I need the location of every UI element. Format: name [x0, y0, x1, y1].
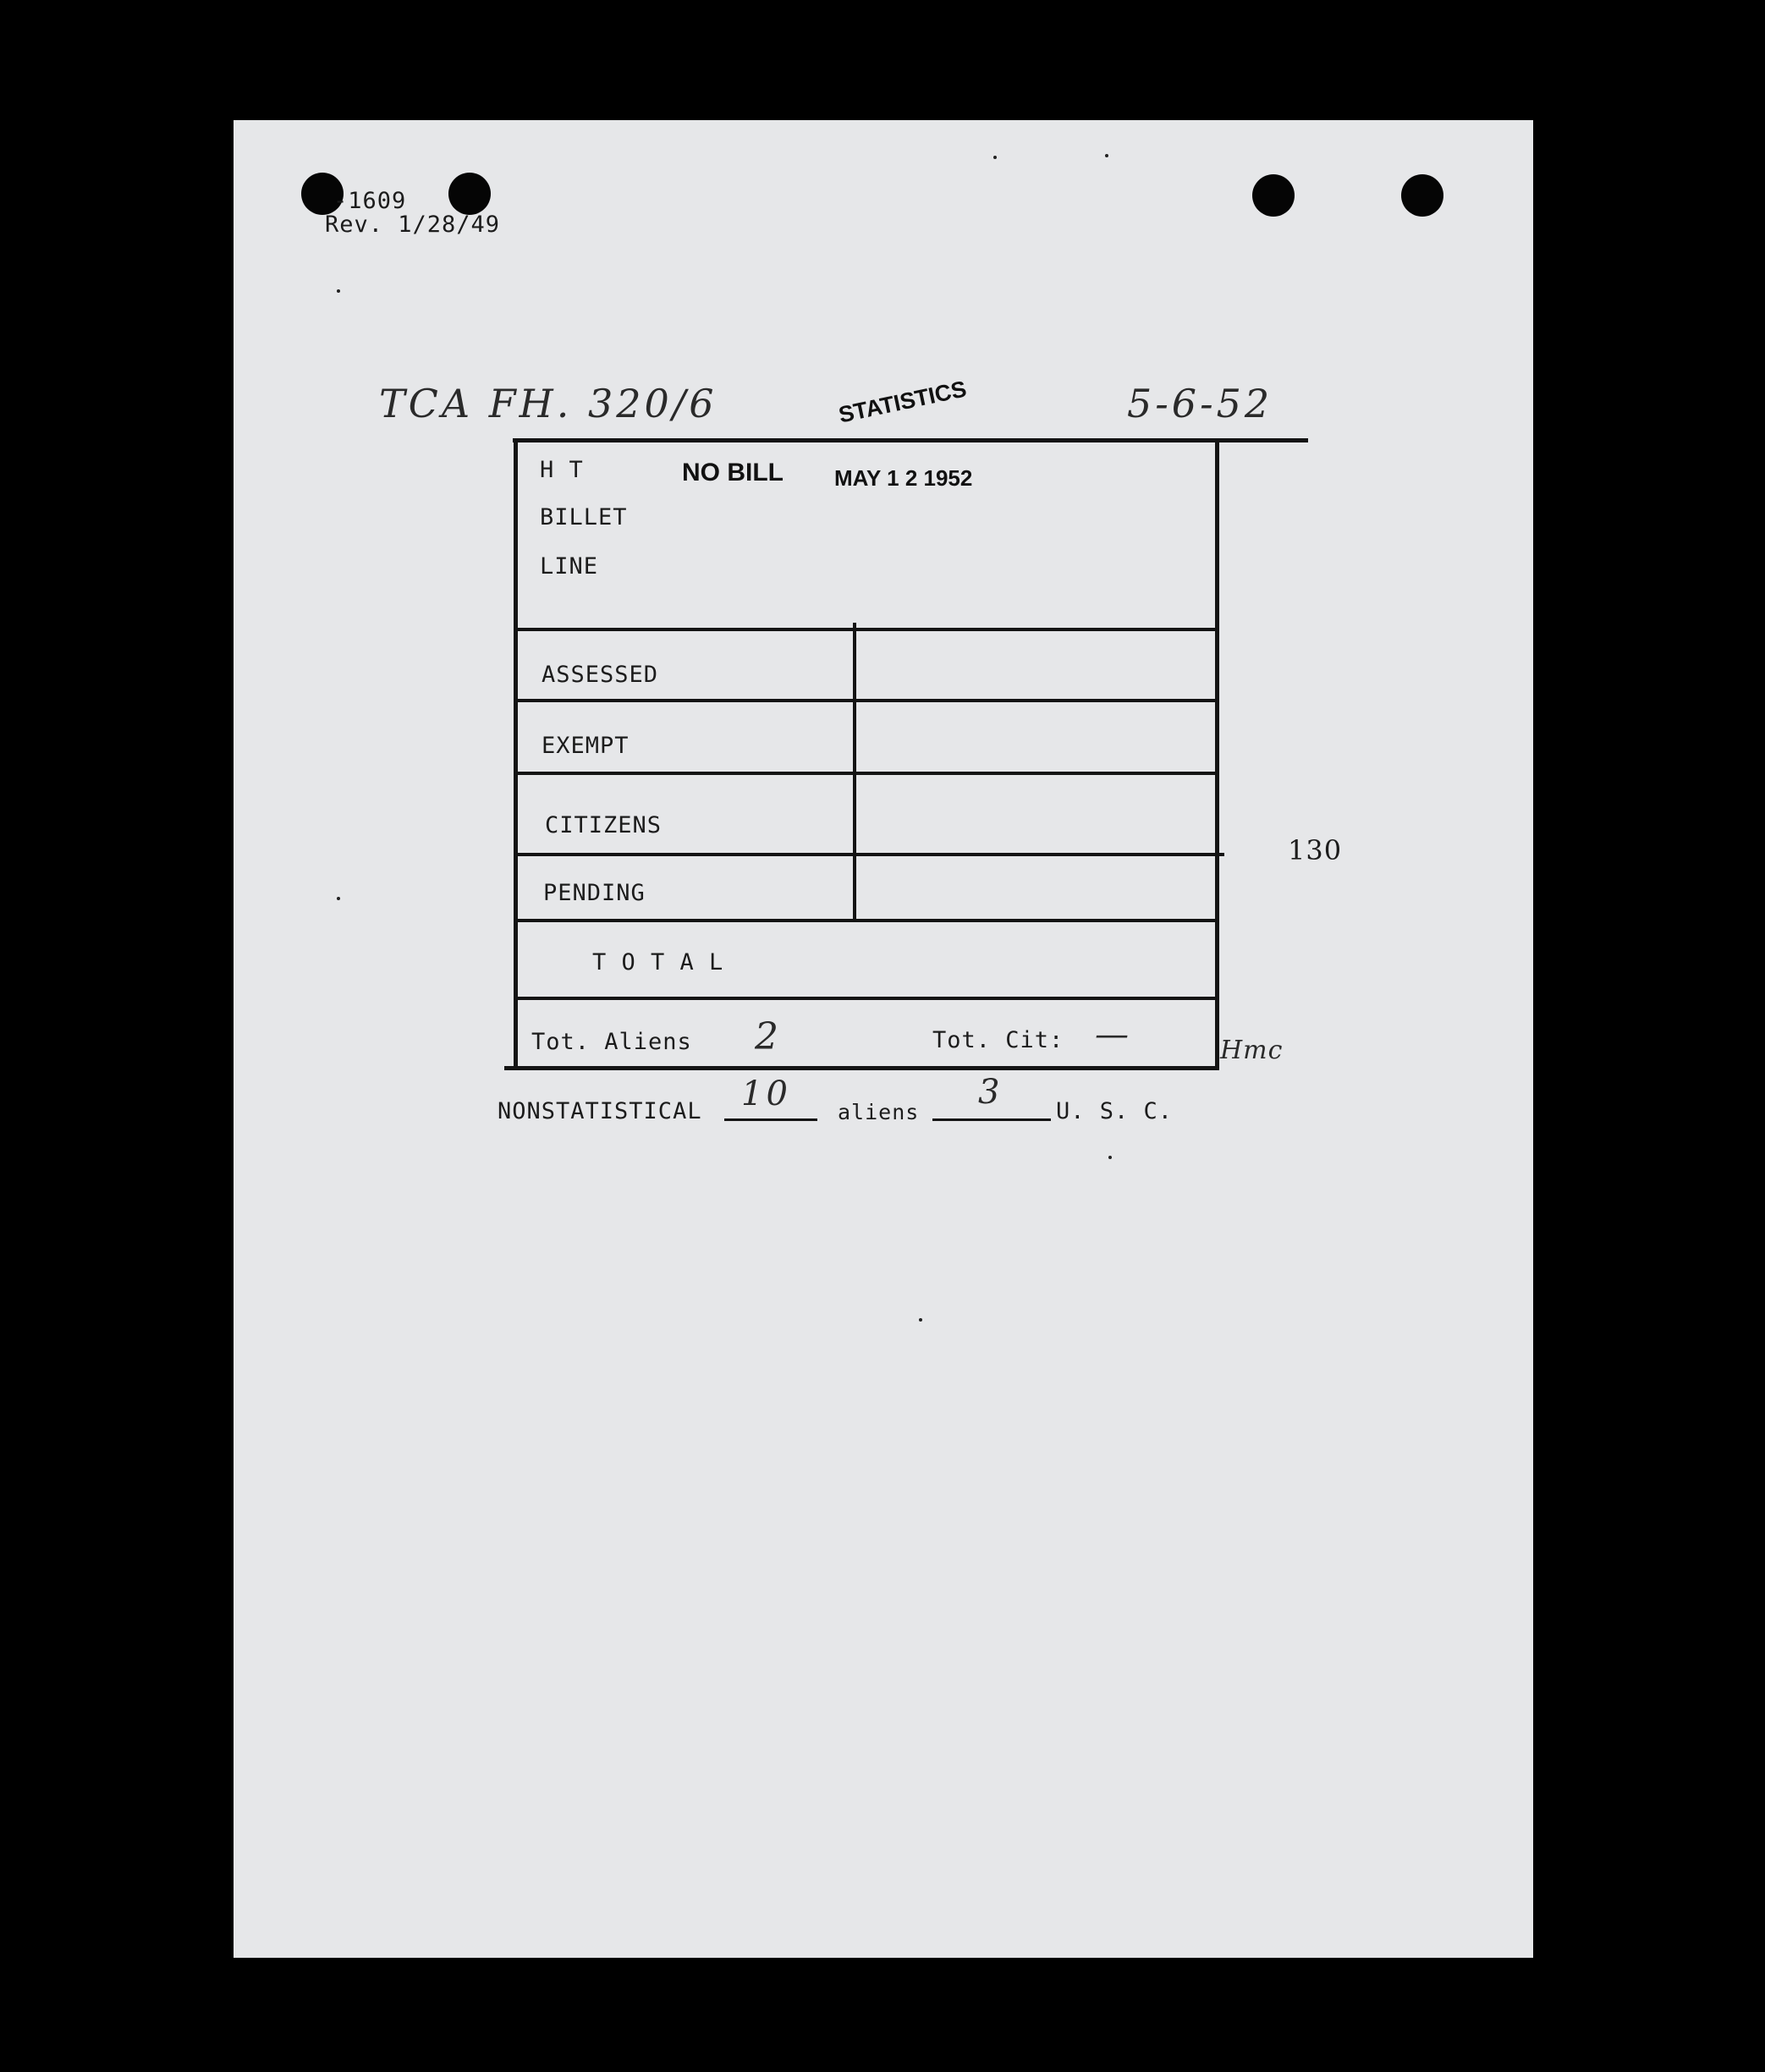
column-divider — [853, 623, 856, 922]
statistics-stamp: STATISTICS — [836, 376, 969, 428]
aliens-label: aliens — [838, 1100, 920, 1124]
handwritten-file-reference: TCA FH. 320/6 — [379, 381, 718, 426]
tot-aliens-value: 2 — [755, 1015, 782, 1058]
usc-label: U. S. C. — [1056, 1098, 1174, 1124]
nonstat-aliens-value: 10 — [741, 1074, 791, 1113]
row-exempt: EXEMPT — [542, 733, 630, 759]
rule-pending — [515, 919, 1218, 922]
rule-citizens — [515, 853, 1224, 856]
nonstat-aliens-underline — [724, 1118, 817, 1121]
label-line: LINE — [540, 553, 599, 580]
row-pending: PENDING — [543, 880, 646, 906]
label-billet: BILLET — [540, 504, 628, 530]
nonstatistical-label: NONSTATISTICAL — [498, 1098, 702, 1124]
no-bill-stamp: NO BILL — [682, 459, 784, 486]
rule-header — [515, 628, 1218, 631]
rule-exempt — [515, 772, 1218, 775]
speck — [337, 897, 340, 900]
box-border-right — [1215, 438, 1219, 1066]
box-border-left — [514, 438, 518, 1068]
handwritten-initials: Hmc — [1220, 1036, 1284, 1065]
form-revision: Rev. 1/28/49 — [325, 212, 501, 238]
punch-hole-right-1 — [1252, 174, 1295, 217]
total-label: T O T A L — [592, 949, 724, 976]
speck — [993, 156, 997, 159]
speck — [1108, 1156, 1112, 1159]
speck — [1105, 154, 1108, 157]
side-number: 130 — [1288, 834, 1343, 866]
label-ht: H T — [540, 457, 584, 483]
tot-cit-label: Tot. Cit: — [932, 1027, 1064, 1053]
rule-total — [515, 997, 1218, 1000]
row-assessed: ASSESSED — [542, 662, 659, 688]
form-number: -1609 — [333, 188, 407, 214]
speck — [337, 289, 340, 293]
box-border-bottom — [504, 1066, 1219, 1070]
row-citizens: CITIZENS — [545, 812, 663, 838]
nonstat-usc-value: 3 — [978, 1073, 1003, 1112]
box-border-top — [513, 438, 1308, 442]
speck — [919, 1318, 922, 1322]
punch-hole-right-2 — [1401, 174, 1443, 217]
document-page — [234, 120, 1533, 1958]
date-stamp: MAY 1 2 1952 — [834, 465, 973, 491]
punch-hole-left-2 — [448, 173, 491, 215]
rule-assessed — [515, 699, 1218, 702]
tot-aliens-label: Tot. Aliens — [531, 1029, 692, 1055]
handwritten-date: 5-6-52 — [1127, 381, 1273, 426]
nonstat-usc-underline — [932, 1118, 1051, 1121]
tot-cit-value: — — [1095, 1015, 1132, 1054]
